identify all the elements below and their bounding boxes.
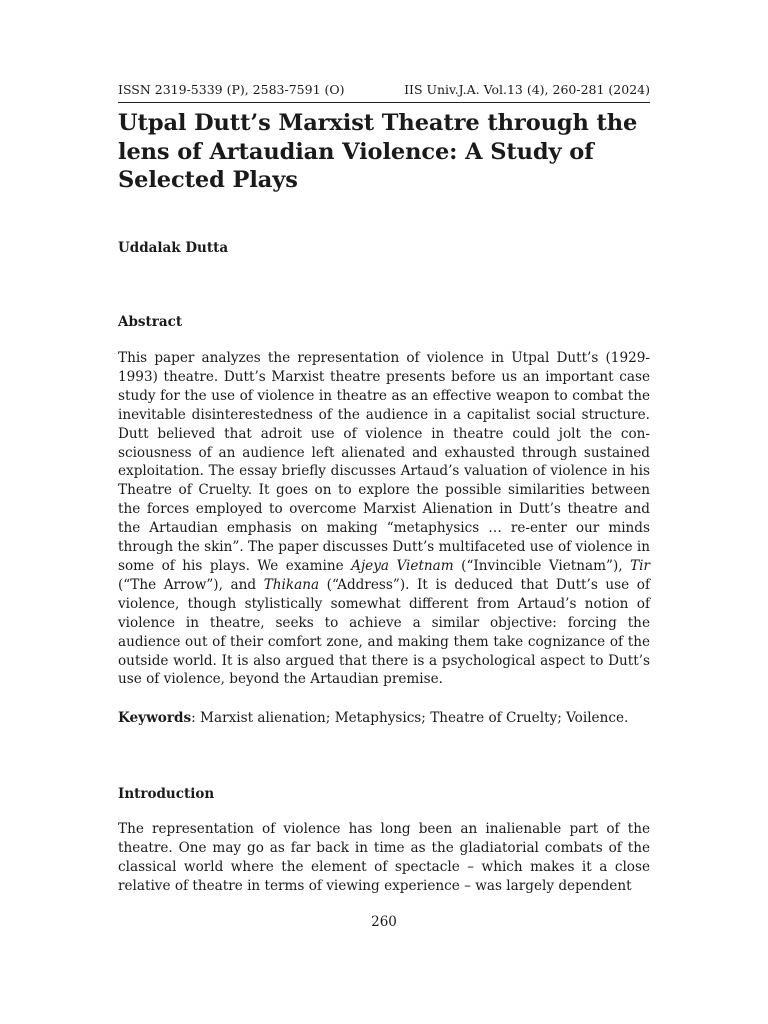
abstract-paragraph [118,349,650,689]
paper-page [118,0,650,1024]
keywords-line [118,709,650,728]
abstract-heading: Abstract [118,314,183,330]
abstract-text-part: This paper analyzes the representation of violence in Utpal Dutt’s (1929-1993) theatre. Dutt’s Marxist theatre presents before us an important case study for the use of violence in theatre as an effective weapon to combat the inevitable disinterestedness of the audience in a capitalist social structure. Dutt believed that adroit use of violence in theatre could jolt the consciousness of an audience left alienated and exhausted through sustained exploitation. The essay briefly discusses Artaud’s valuation of violence in his Theatre of Cruelty. It goes on to explore the possible similarities between the forces employed to overcome Marxist Alienation in Dutt’s theatre and the Artaudian emphasis on making “metaphysics … re-enter our minds through the skin”. The paper discusses Dutt’s multifaceted use of violence in some of his plays. We examine [118,350,650,574]
abstract-text-part: (“The Arrow”), and [118,576,264,593]
page-number: 260 [371,914,397,930]
header-rule [118,102,650,103]
author-name: Uddalak Dutta [118,240,229,256]
play-title-thikana: Thikana [263,576,320,593]
keywords-label: Keywords [118,710,192,726]
running-header [118,82,650,98]
abstract-text-part: (“Invincible Vietnam”), [453,557,631,574]
introduction-heading: Introduction [118,786,215,802]
introduction-paragraph: The representation of violence has long been an inalienable part of the theatre. One may go as far back in time as the gladiatorial combats of the classical world where the element of spectacle – which makes it a close relative of theatre in terms of viewing experience – was largely dependent [118,821,650,894]
keywords-list: : Marxist alienation; Metaphysics; Theatre of Cruelty; Voilence. [191,710,629,726]
paper-title: Utpal Dutt’s Marxist Theatre through the lens of Artaudian Violence: A Study of Selected Plays [118,110,638,193]
issn-text: ISSN 2319-5339 (P), 2583-7591 (O) [118,82,345,97]
journal-citation: IIS Univ.J.A. Vol.13 (4), 260-281 (2024) [404,82,650,97]
abstract-text-part: (“Address”). It is deduced that Dutt’s use of violence, though stylistically somewhat different from Artaud’s notion of violence in theatre, seeks to achieve a similar objective: forcing the audience out of their comfort zone, and making them take cognizance of the outside world. It is also argued that there is a psychological aspect to Dutt’s use of violence, beyond the Artaudian premise. [118,576,650,688]
play-title-ajeya-vietnam: Ajeya Vietnam [351,557,454,574]
play-title-tir: Tir [630,557,650,574]
